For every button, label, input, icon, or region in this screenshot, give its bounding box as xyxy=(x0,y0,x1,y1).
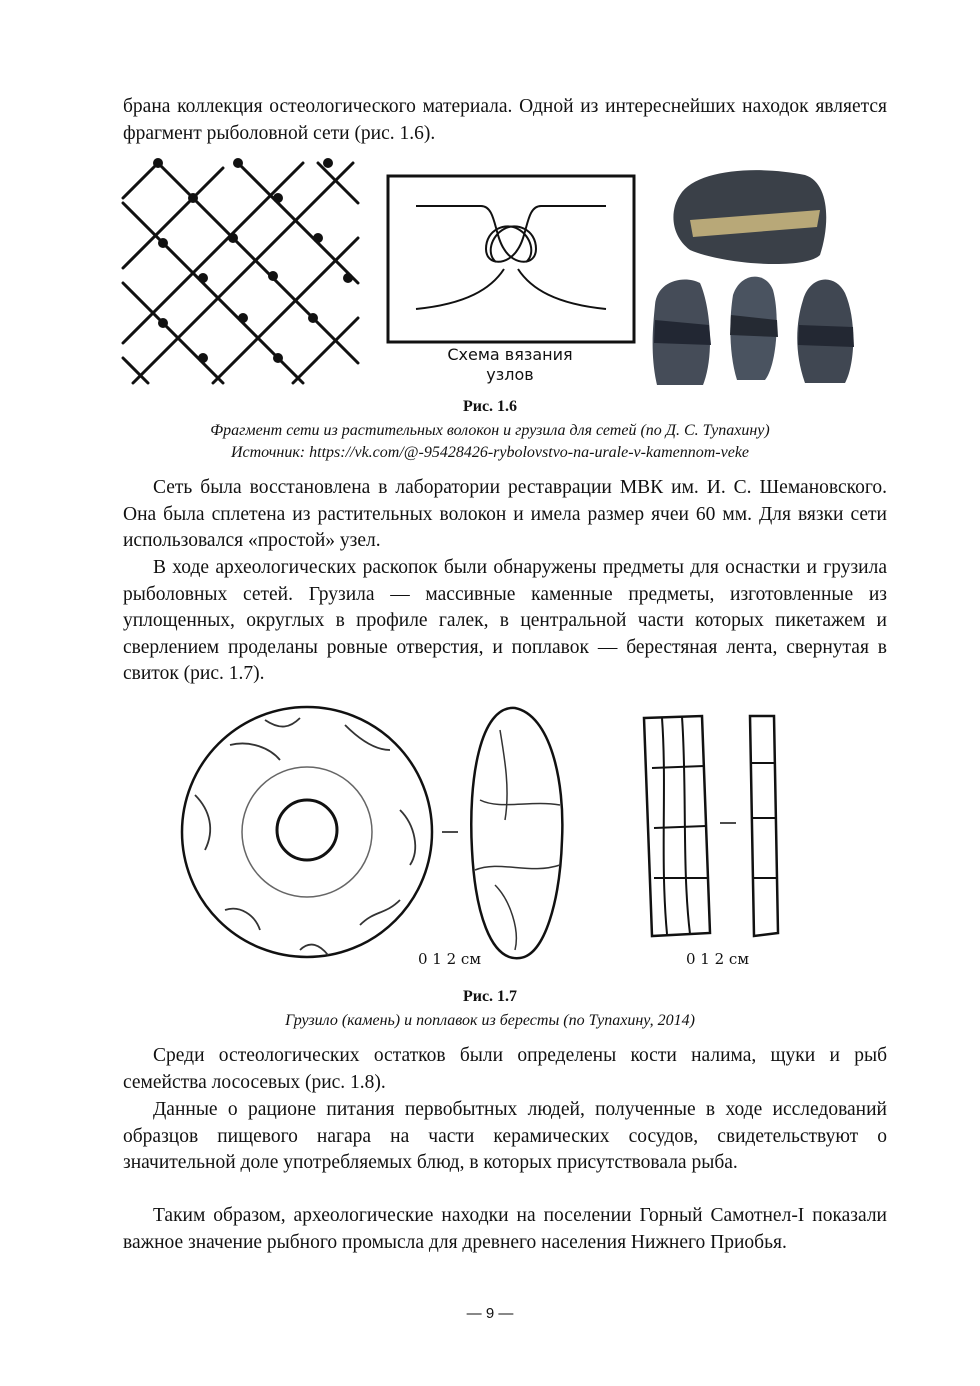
stone-disc-sinker-drawing xyxy=(170,700,445,965)
figure-1-6-caption: Фрагмент сети из растительных волокон и грузила для сетей (по Д. С. Тупахину) xyxy=(210,422,770,439)
page-number: — 9 — xyxy=(466,1305,514,1322)
figure-1-7-title: Рис. 1.7 xyxy=(462,988,518,1005)
figure-1-7-caption: Грузило (камень) и поплавок из бересты (по Тупахину, 2014) xyxy=(285,1012,695,1029)
stone-sinker-profile-drawing xyxy=(440,700,575,965)
paragraph-3: В ходе археологических раскопок были обнаружены предметы для оснастки и грузила рыболовных сетей. Грузила — массивные каменные предметы, изготовленные из уплощенных, округлых в профиле галек, в центральной части которых пикетажем и сверлением проделаны ровные отверстия, и поплавок — берестяная лента, свернутая в свиток (рис. 1.7). xyxy=(123,557,887,684)
scale-bar-right: 0 1 2 см xyxy=(686,950,750,968)
knot-scheme-label xyxy=(390,345,630,385)
stone-sinkers-photo xyxy=(645,165,865,390)
knot-label-line-2: узлов xyxy=(486,365,534,384)
paragraph-1: брана коллекция остеологического материала. Одной из интереснейших находок является фрагмент рыболовной сети (рис. 1.6). xyxy=(123,96,887,144)
knot-scheme-diagram xyxy=(386,174,636,344)
paragraph-2: Сеть была восстановлена в лаборатории реставрации МВК им. И. С. Шемановского. Она была сплетена из растительных волокон и имела размер ячеи 60 мм. Для вязки сети использовался «простой» узел. xyxy=(123,477,887,551)
net-fragment-image xyxy=(118,158,362,388)
scale-bar-left: 0 1 2 см xyxy=(418,950,482,968)
knot-label-line-1: Схема вязания xyxy=(447,345,573,364)
birch-bark-float-drawing xyxy=(632,708,792,948)
figure-1-6-source: Источник: https://vk.com/@-95428426-rybolovstvo-na-urale-v-kamennom-veke xyxy=(230,444,750,461)
paragraph-6: Таким образом, археологические находки на поселении Горный Самотнел-I показали важное значение рыбного промысла для древнего населения Нижнего Приобья. xyxy=(123,1205,887,1253)
paragraph-4: Среди остеологических остатков были определены кости налима, щуки и рыб семейства лососевых (рис. 1.8). xyxy=(123,1045,887,1093)
paragraph-5: Данные о рационе питания первобытных людей, полученные в ходе исследований образцов пищевого нагара на части керамических сосудов, свидетельствуют о значительной доле употребляемых блюд, в которых присутствовала рыба. xyxy=(123,1099,887,1173)
figure-1-6-title: Рис. 1.6 xyxy=(462,398,518,415)
